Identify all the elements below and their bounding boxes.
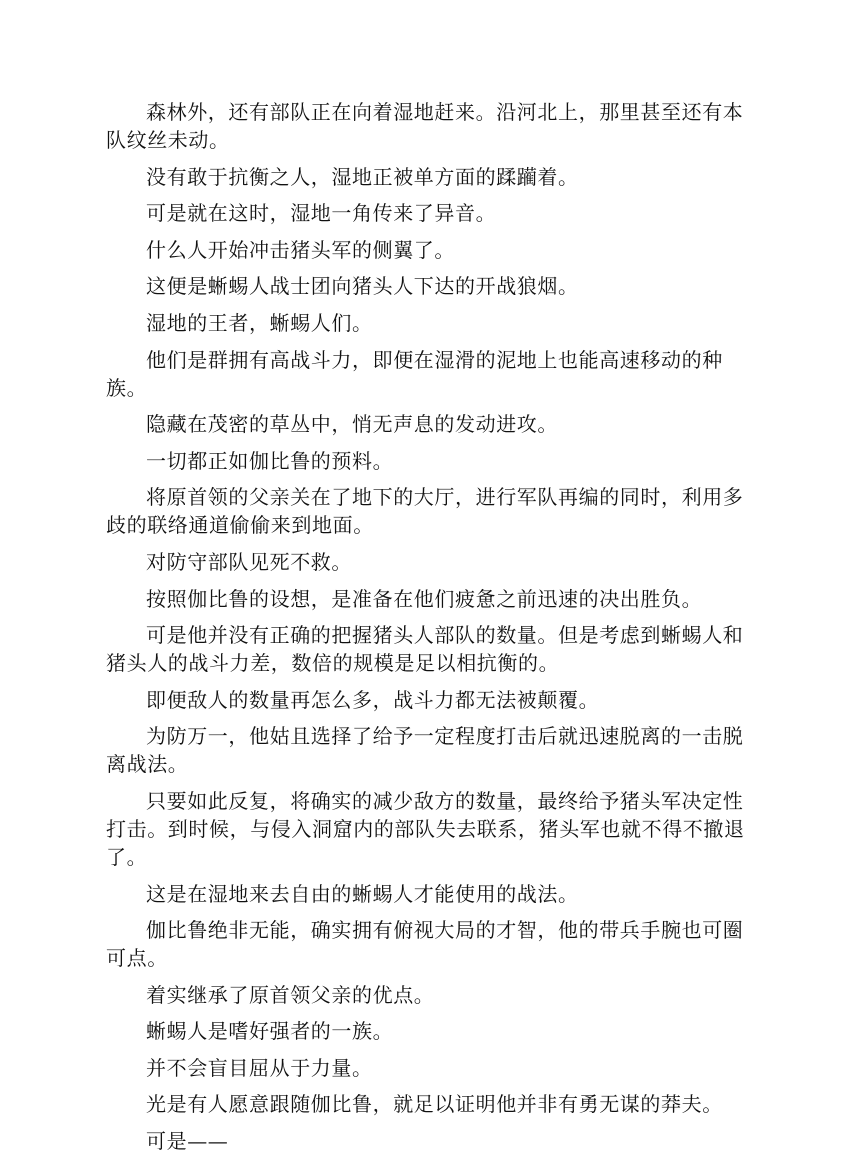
- paragraph: 按照伽比鲁的设想，是准备在他们疲惫之前迅速的决出胜负。: [146, 586, 703, 611]
- paragraph: 可是他并没有正确的把握猪头人部队的数量。但是考虑到蜥蜴人和猪头人的战斗力差，数倍的规模是足以相抗衡的。: [106, 623, 744, 676]
- paragraph: 并不会盲目屈从于力量。: [146, 1055, 373, 1080]
- paragraph: 可是——: [146, 1129, 229, 1154]
- text-body: [106, 98, 751, 1164]
- paragraph: 光是有人愿意跟随伽比鲁，就足以证明他并非有勇无谋的莽夫。: [146, 1092, 723, 1117]
- paragraph: 森林外，还有部队正在向着湿地赶来。沿河北上，那里甚至还有本队纹丝未动。: [106, 100, 744, 152]
- paragraph: 着实继承了原首领父亲的优点。: [146, 982, 435, 1007]
- paragraph: 隐藏在茂密的草丛中，悄无声息的发动进攻。: [146, 412, 558, 437]
- paragraph: 这便是蜥蜴人战士团向猪头人下达的开战狼烟。: [146, 274, 579, 299]
- paragraph: 这是在湿地来去自由的蜥蜴人才能使用的战法。: [146, 881, 579, 906]
- paragraph: 湿地的王者，蜥蜴人们。: [146, 310, 373, 335]
- paragraph: 没有敢于抗衡之人，湿地正被单方面的蹂躏着。: [146, 164, 579, 189]
- paragraph: 只要如此反复，将确实的减少敌方的数量，最终给予猪头军决定性打击。到时候，与侵入洞窟内的部队失去联系，猪头军也就不得不撤退了。: [106, 788, 745, 869]
- paragraph: 伽比鲁绝非无能，确实拥有俯视大局的才智，他的带兵手腕也可圈可点。: [106, 918, 744, 971]
- paragraph: 可是就在这时，湿地一角传来了异音。: [146, 201, 497, 226]
- paragraph: 将原首领的父亲关在了地下的大厅，进行军队再编的同时，利用多歧的联络通道偷偷来到地面。: [106, 485, 744, 538]
- paragraph: 一切都正如伽比鲁的预料。: [146, 448, 394, 473]
- paragraph: 为防万一，他姑且选择了给予一定程度打击后就迅速脱离的一击脱离战法。: [106, 724, 744, 777]
- paragraph: 他们是群拥有高战斗力，即便在湿滑的泥地上也能高速移动的种族。: [106, 347, 723, 400]
- paragraph: 即便敌人的数量再怎么多，战斗力都无法被颠覆。: [146, 687, 600, 712]
- paragraph: 蜥蜴人是嗜好强者的一族。: [146, 1019, 394, 1044]
- paragraph: 对防守部队见死不救。: [146, 549, 352, 574]
- paragraph: 什么人开始冲击猪头军的侧翼了。: [146, 237, 455, 262]
